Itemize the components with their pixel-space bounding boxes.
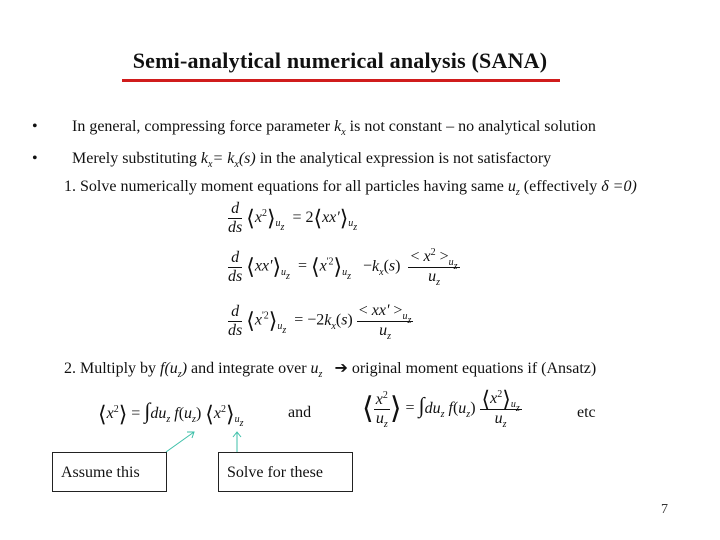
bullet-1: • In general, compressing force parameter $k_x$ is not constant – no analytical solution <box>32 118 596 138</box>
moment-equation-3: $\frac{d}{ds}$ $⟨x^{'2}⟩_{u_z} = -2k_x(s)$ $\frac{< xx' >_{u_z}}{u_z}$ <box>228 302 412 342</box>
solve-for-these-callout: Solve for these <box>218 452 353 492</box>
right-arrow-icon: ➔ <box>334 360 348 377</box>
page-number: 7 <box>661 502 668 517</box>
bullet-2: • Merely substituting $k_x= k_x(s)$ in the analytical expression is not satisfactory <box>32 150 552 170</box>
ansatz-equation-2: ⟨ $\frac{x^2}{u_z}$ ⟩ = $\int du_z$ $f(u_z)$ $\frac{⟨x^2⟩_{u_z}}{u_z}$ <box>362 386 520 430</box>
and-label: and <box>288 404 312 421</box>
bullet-dot-icon: • <box>32 150 38 167</box>
bullet-dot-icon: • <box>32 118 38 135</box>
assume-this-callout: Assume this <box>52 452 167 492</box>
step-2: 2. Multiply by $f(u_z)$ and integrate over $u_z$ ➔ original moment equations if (Ansatz) <box>64 360 597 380</box>
etc-label: etc <box>577 404 596 421</box>
step-1: 1. Solve numerically moment equations for all particles having same $u_z$ (effectively δ =0) <box>64 178 637 198</box>
slide-title: Semi-analytical numerical analysis (SANA) <box>132 48 548 73</box>
moment-equation-2: $\frac{d}{ds}$ $⟨xx'⟩_{u_z}$ = $⟨x^{'2}⟩_{u_z} -k_x(s)$ $\frac{< x^2 >_{u_z}}{u_z}$ <box>228 247 458 288</box>
moment-equation-1: $\frac{d}{ds}$ $⟨x^2⟩_{u_z}$ = $2⟨xx'⟩_{u_z}$ <box>228 200 358 236</box>
ansatz-equation-1: $⟨x^2⟩ = \int du_z$ $f(u_z)$ $⟨x^2⟩_{u_z}$ <box>98 398 244 429</box>
